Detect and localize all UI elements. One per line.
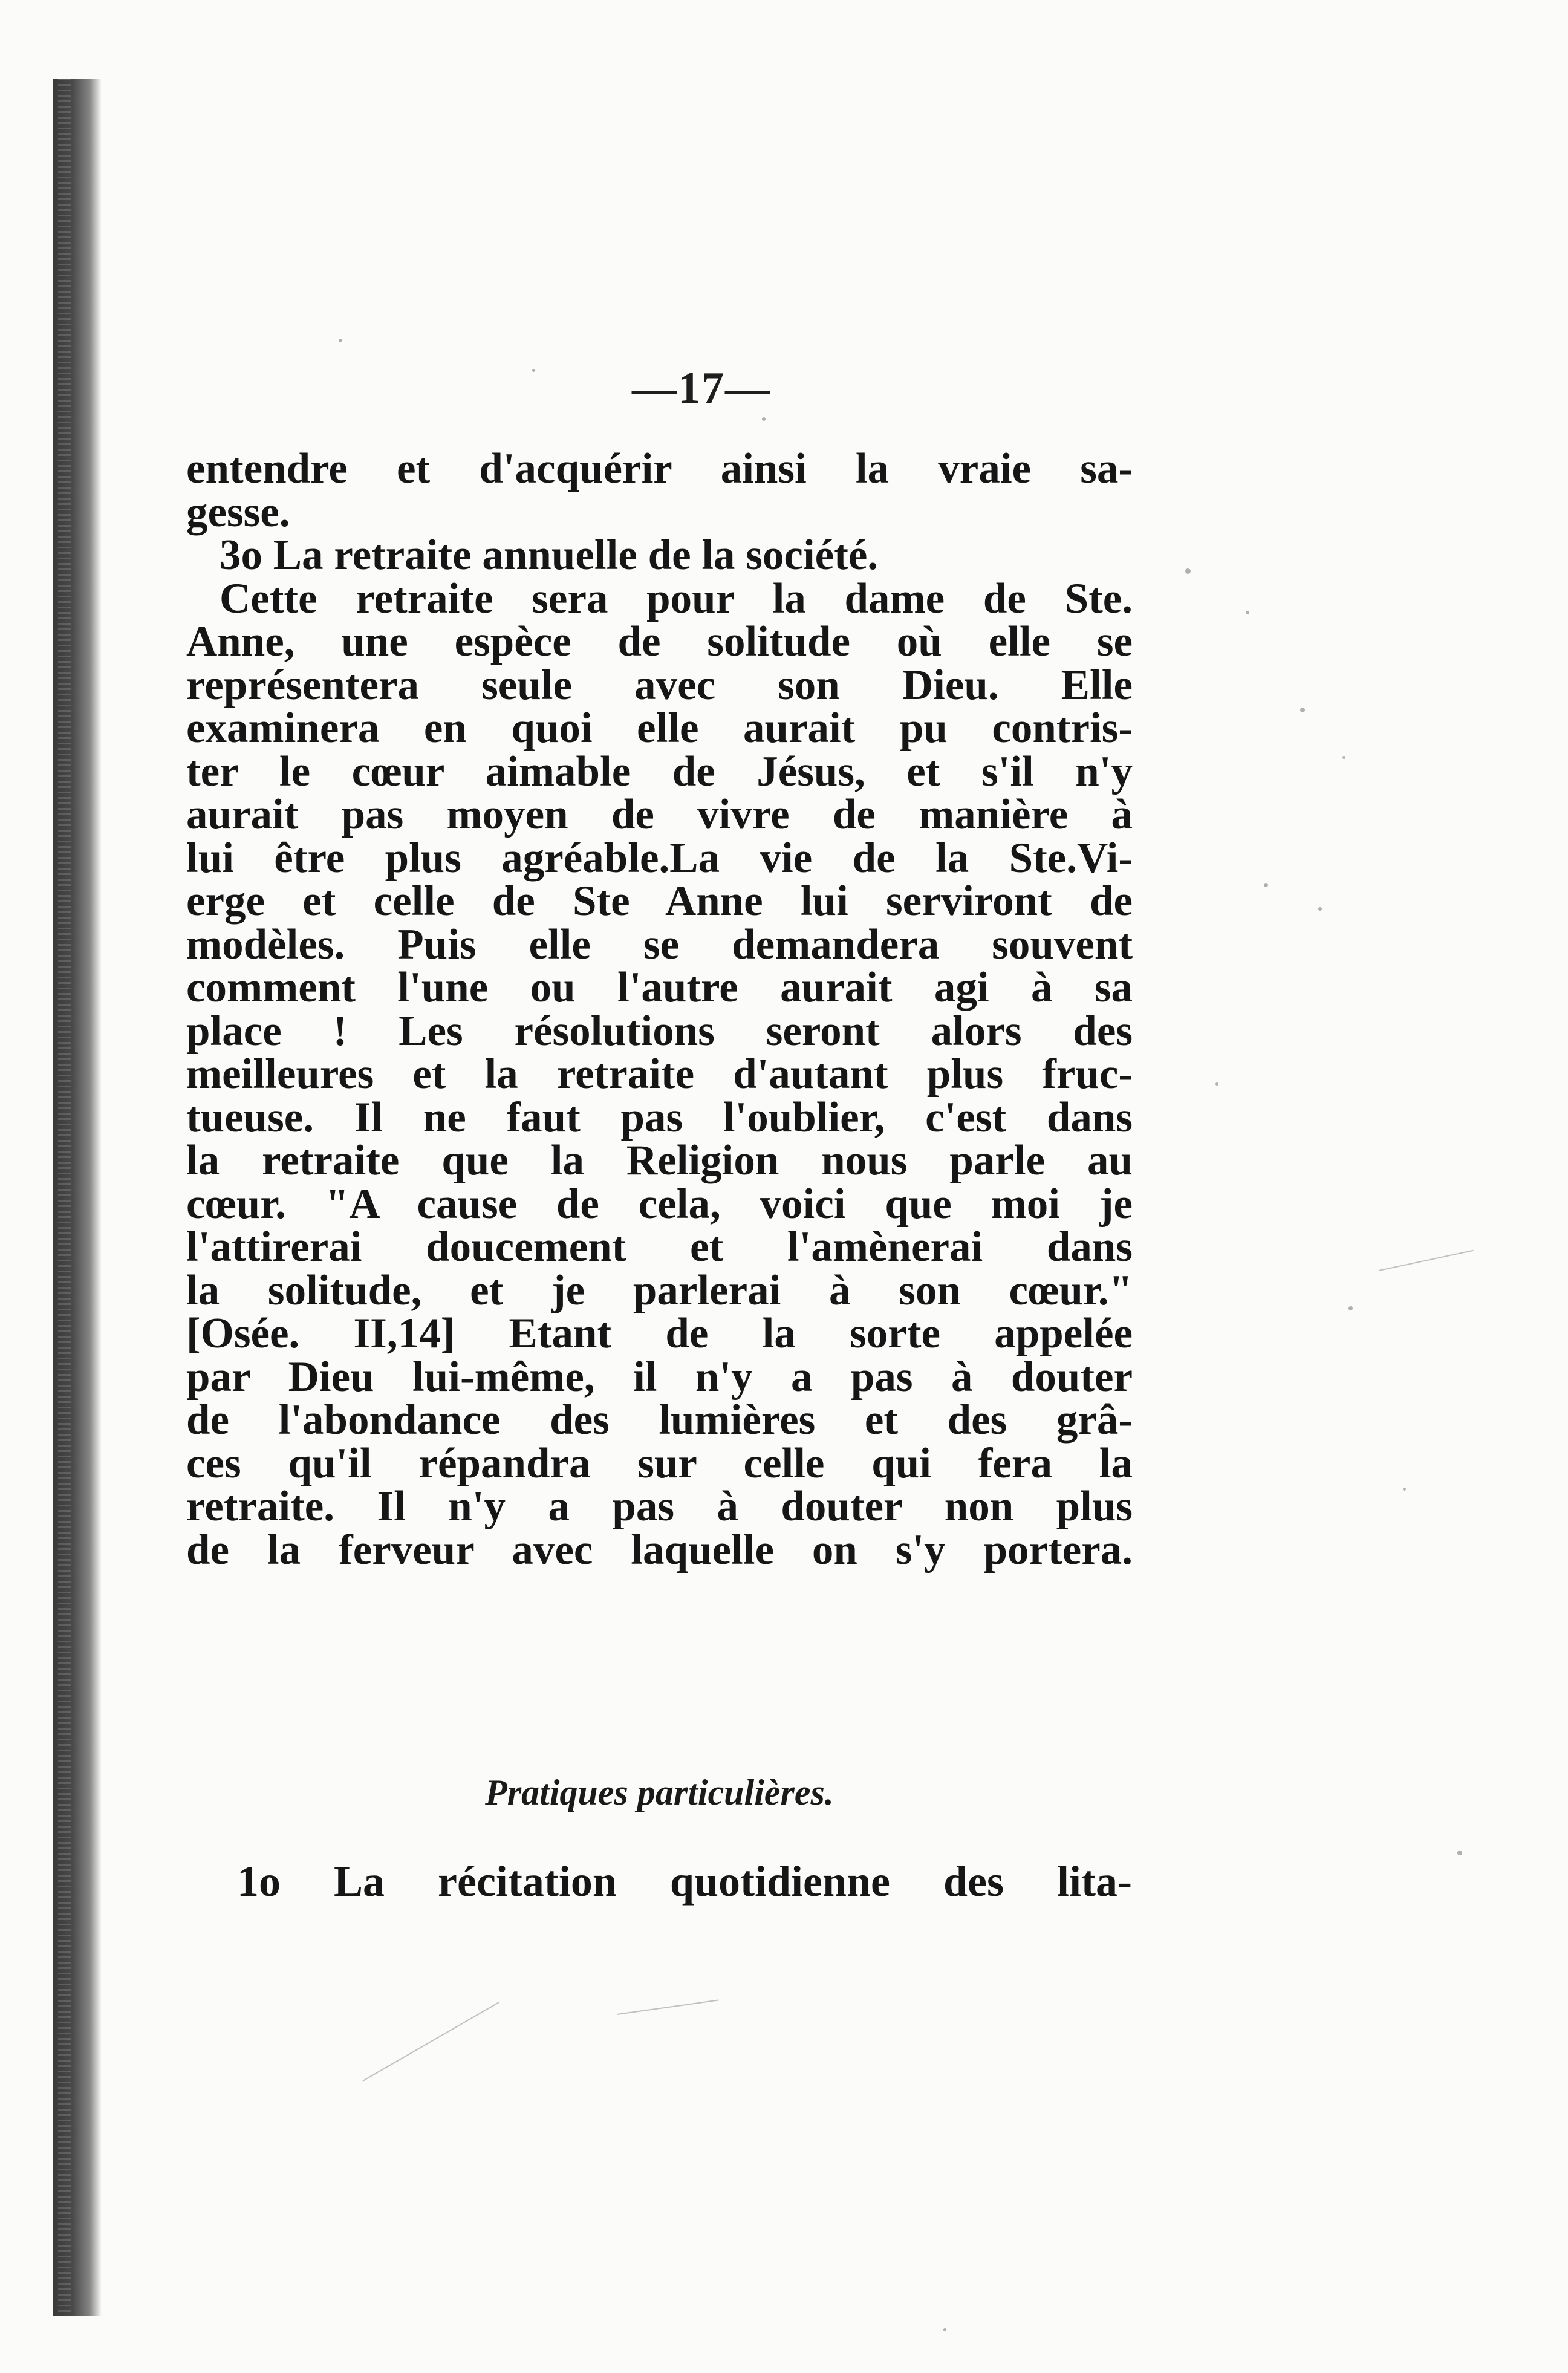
scan-speck xyxy=(943,2328,946,2331)
text-line: examinera en quoi elle aurait pu contris- xyxy=(186,705,1133,752)
text-line: la retraite que la Religion nous parle au xyxy=(186,1137,1133,1184)
scan-speck xyxy=(1300,708,1305,712)
text-line: ter le cœur aimable de Jésus, et s'il n'y xyxy=(186,747,1133,795)
scan-speck xyxy=(1246,611,1249,614)
scan-speck xyxy=(339,339,342,342)
text-line: [Osée. II,14] Etant de la sorte appelée xyxy=(186,1310,1133,1357)
scan-speck xyxy=(1403,1488,1406,1491)
text-line: entendre et d'acquérir ainsi la vraie sa- xyxy=(186,445,1133,492)
scan-speck xyxy=(762,417,766,421)
text-line: Anne, une espèce de solitude où elle se xyxy=(186,618,1133,665)
text-line: de la ferveur avec laquelle on s'y portera. xyxy=(186,1526,1133,1574)
text-line: représentera seule avec son Dieu. Elle xyxy=(186,661,1133,709)
text-line: comment l'une ou l'autre aurait agi à sa xyxy=(186,964,1133,1011)
text-line: aurait pas moyen de vivre de manière à xyxy=(186,791,1133,838)
text-line: retraite. Il n'y a pas à douter non plus xyxy=(186,1483,1133,1530)
text-line: Cette retraite sera pour la dame de Ste. xyxy=(220,575,1133,622)
scan-speck xyxy=(532,369,535,372)
scan-smudge xyxy=(1379,1250,1474,1271)
text-line: ces qu'il répandra sur celle qui fera la xyxy=(186,1439,1133,1487)
text-line: gesse. xyxy=(186,488,290,536)
scan-speck xyxy=(1348,1306,1353,1310)
scan-speck xyxy=(1215,1082,1218,1086)
body-text xyxy=(186,445,1133,1574)
scan-speck xyxy=(1457,1851,1462,1855)
text-line: meilleures et la retraite d'autant plus fruc- xyxy=(186,1050,1133,1098)
section-subheading: Pratiques particulières. xyxy=(485,1772,834,1812)
text-line: lui être plus agréable.La vie de la Ste.Vi- xyxy=(186,834,1133,882)
text-line: la solitude, et je parlerai à son cœur." xyxy=(186,1266,1133,1314)
text-line: par Dieu lui-même, il n'y a pas à douter xyxy=(186,1353,1133,1401)
text-line: l'attirerai doucement et l'amènerai dans xyxy=(186,1223,1133,1271)
scan-smudge xyxy=(363,2002,499,2082)
scan-speck xyxy=(1185,568,1191,574)
text-line: modèles. Puis elle se demandera souvent xyxy=(186,920,1133,968)
text-line: 3o La retraite annuelle de la société. xyxy=(220,532,879,579)
text-line: erge et celle de Ste Anne lui serviront de xyxy=(186,877,1133,925)
text-line: place ! Les résolutions seront alors des xyxy=(186,1007,1133,1055)
text-line: cœur. "A cause de cela, voici que moi je xyxy=(186,1180,1133,1228)
scan-smudge xyxy=(617,1999,719,2015)
scan-speck xyxy=(1318,907,1322,911)
scan-speck xyxy=(1264,883,1268,887)
text-line: tueuse. Il ne faut pas l'oublier, c'est dans xyxy=(186,1093,1133,1141)
scan-speck xyxy=(1342,756,1345,759)
binding-shadow xyxy=(53,79,102,2316)
page-number: —17— xyxy=(632,363,771,413)
text-line: 1o La récitation quotidienne des lita- xyxy=(237,1857,1132,1906)
text-line: de l'abondance des lumières et des grâ- xyxy=(186,1396,1133,1444)
